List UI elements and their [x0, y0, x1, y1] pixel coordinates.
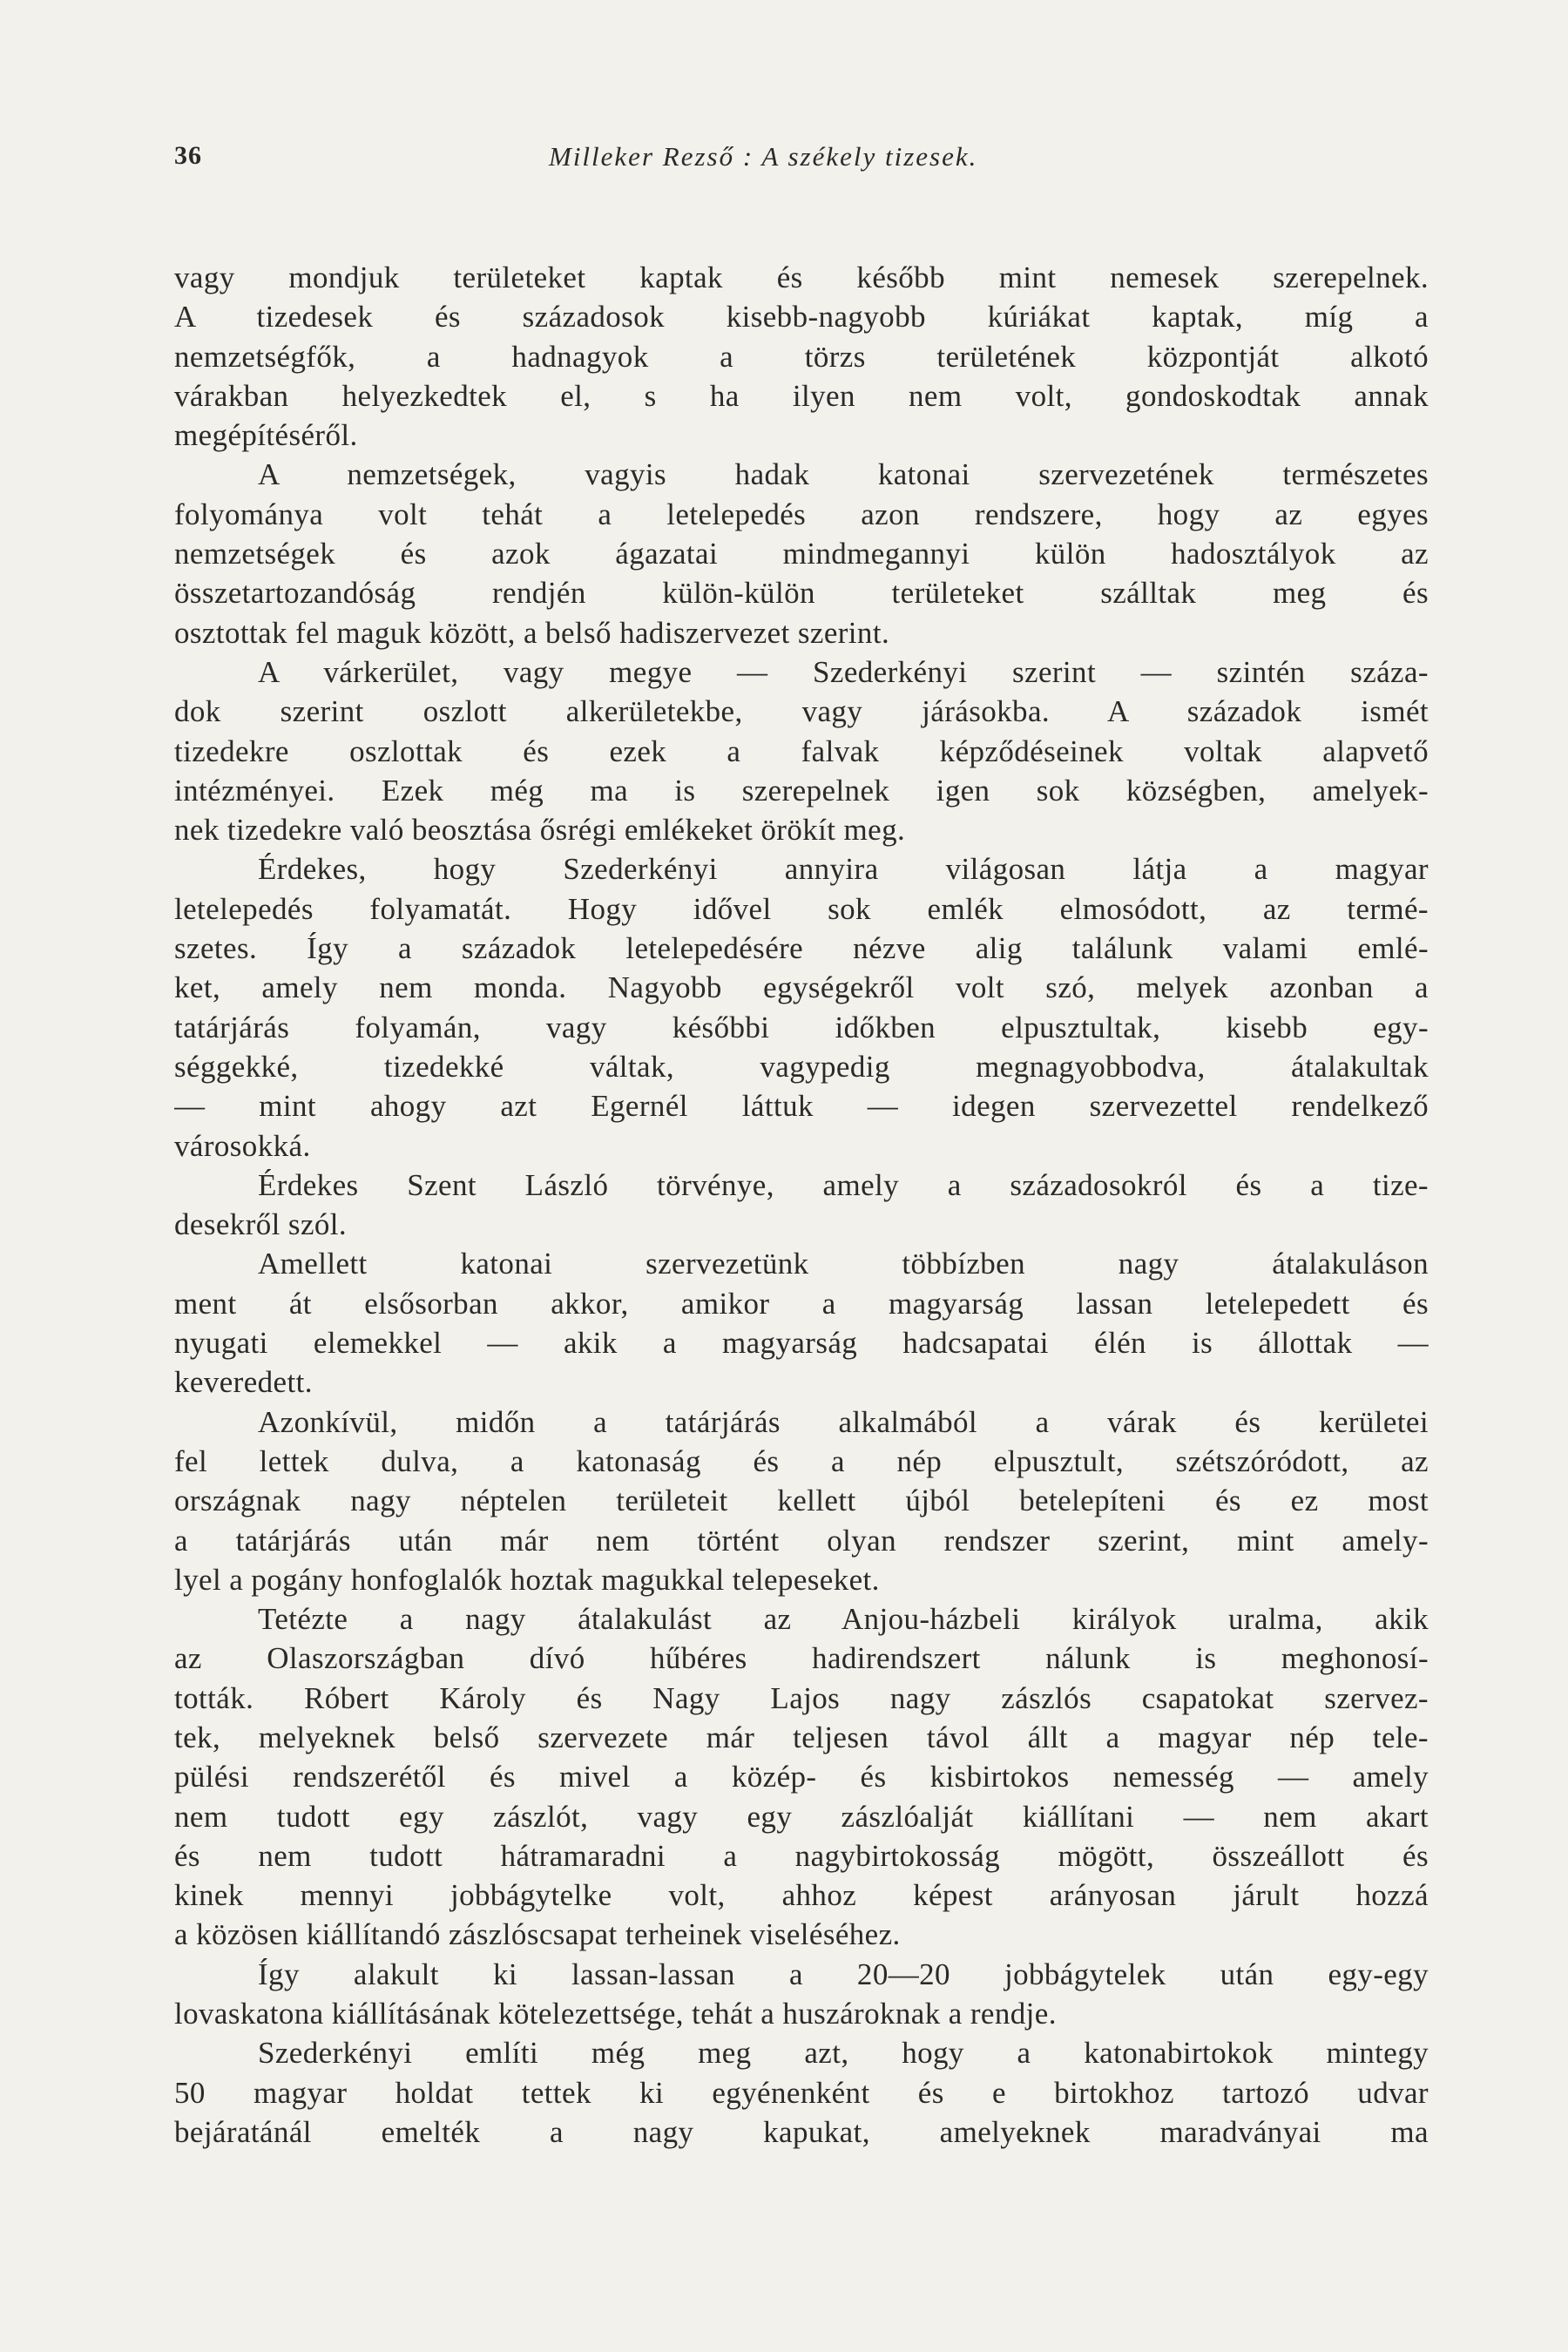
- text-line: tek, melyeknek belső szervezete már teljesen távol állt a magyar nép tele-: [174, 1720, 1429, 1754]
- text-line: lyel a pogány honfoglalók hoztak magukkal telepeseket.: [174, 1562, 880, 1597]
- text-line: desekről szól.: [174, 1207, 348, 1242]
- text-line: tatárjárás folyamán, vagy későbbi időkben elpusztultak, kisebb egy-: [174, 1010, 1429, 1044]
- text-line: szetes. Így a századok letelepedésére nézve alig találunk valami emlé-: [174, 931, 1429, 966]
- text-line: nyugati elemekkel — akik a magyarság hadcsapatai élén is állottak —: [174, 1326, 1429, 1361]
- text-line: lovaskatona kiállításának kötelezettsége, tehát a huszároknak a rendje.: [174, 1997, 1057, 2031]
- text-line: 50 magyar holdat tettek ki egyénenként és e birtokhoz tartozó udvar: [174, 2075, 1429, 2110]
- running-title: Milleker Rezső : A székely tizesek.: [549, 141, 978, 172]
- text-line: összetartozandóság rendjén külön-külön területeket szálltak meg és: [174, 576, 1429, 611]
- text-line: Tetézte a nagy átalakulást az Anjou-házbeli királyok uralma, akik: [258, 1602, 1429, 1637]
- running-head: [174, 141, 1429, 176]
- text-line: osztottak fel maguk között, a belső hadiszervezet szerint.: [174, 615, 890, 650]
- text-line: Érdekes Szent László törvénye, amely a századosokról és a tize-: [258, 1167, 1429, 1202]
- text-line: A várkerület, vagy megye — Szederkényi szerint — szintén száza-: [258, 654, 1429, 689]
- text-line: séggekké, tizedekké váltak, vagypedig megnagyobbodva, átalakultak: [174, 1049, 1429, 1084]
- text-line: az Olaszországban dívó hűbéres hadirendszert nálunk is meghonosí-: [174, 1641, 1429, 1676]
- text-line: és nem tudott hátramaradni a nagybirtokosság mögött, összeállott és: [174, 1838, 1429, 1873]
- text-line: intézményei. Ezek még ma is szerepelnek igen sok községben, amelyek-: [174, 773, 1429, 808]
- text-line: városokká.: [174, 1128, 311, 1163]
- text-line: vagy mondjuk területeket kaptak és később mint nemesek szerepelnek.: [174, 260, 1429, 294]
- text-line: a tatárjárás után már nem történt olyan rendszer szerint, mint amely-: [174, 1523, 1429, 1558]
- text-line: a közösen kiállítandó zászlóscsapat terheinek viseléséhez.: [174, 1917, 901, 1952]
- text-line: Azonkívül, midőn a tatárjárás alkalmából a várak és kerületei: [258, 1404, 1429, 1439]
- text-line: nemzetségek és azok ágazatai mindmegannyi külön hadosztályok az: [174, 537, 1429, 571]
- text-line: letelepedés folyamatát. Hogy idővel sok emlék elmosódott, az termé-: [174, 891, 1429, 926]
- text-line: tották. Róbert Károly és Nagy Lajos nagy zászlós csapatokat szervez-: [174, 1680, 1429, 1715]
- text-line: bejáratánál emelték a nagy kapukat, amelyeknek maradványai ma: [174, 2114, 1429, 2149]
- text-line: nek tizedekre való beosztása ősrégi emlékeket örökít meg.: [174, 813, 906, 848]
- text-line: nemzetségfők, a hadnagyok a törzs területének központját alkotó: [174, 339, 1429, 374]
- text-line: Szederkényi említi még meg azt, hogy a katonabirtokok mintegy: [258, 2036, 1429, 2071]
- text-line: Érdekes, hogy Szederkényi annyira világosan látja a magyar: [258, 852, 1429, 887]
- text-line: kinek mennyi jobbágytelke volt, ahhoz képest arányosan járult hozzá: [174, 1878, 1429, 1913]
- text-line: pülési rendszerétől és mivel a közép- és kisbirtokos nemesség — amely: [174, 1760, 1429, 1794]
- text-line: Amellett katonai szervezetünk többízben nagy átalakuláson: [258, 1247, 1429, 1281]
- text-line: fel lettek dulva, a katonaság és a nép elpusztult, szétszóródott, az: [174, 1443, 1429, 1478]
- text-line: A tizedesek és századosok kisebb-nagyobb kúriákat kaptak, míg a: [174, 300, 1429, 335]
- text-line: keveredett.: [174, 1365, 313, 1400]
- text-line: várakban helyezkedtek el, s ha ilyen nem volt, gondoskodtak annak: [174, 378, 1429, 413]
- text-line: országnak nagy néptelen területeit kellett újból betelepíteni és ez most: [174, 1484, 1429, 1518]
- page-number: 36: [174, 141, 202, 170]
- text-line: A nemzetségek, vagyis hadak katonai szervezetének természetes: [258, 457, 1429, 492]
- text-line: Így alakult ki lassan-lassan a 20—20 jobbágytelek után egy-egy: [258, 1957, 1429, 1991]
- text-line: nem tudott egy zászlót, vagy egy zászlóalját kiállítani — nem akart: [174, 1799, 1429, 1834]
- text-line: ket, amely nem monda. Nagyobb egységekről volt szó, melyek azonban a: [174, 970, 1429, 1005]
- text-line: ment át elsősorban akkor, amikor a magyarság lassan letelepedett és: [174, 1286, 1429, 1321]
- text-line: dok szerint oszlott alkerületekbe, vagy járásokba. A századok ismét: [174, 694, 1429, 729]
- body-text: [174, 258, 1429, 2152]
- text-line: folyománya volt tehát a letelepedés azon rendszere, hogy az egyes: [174, 497, 1429, 531]
- text-line: megépítéséről.: [174, 418, 358, 453]
- text-line: — mint ahogy azt Egernél láttuk — idegen szervezettel rendelkező: [174, 1089, 1429, 1124]
- text-line: tizedekre oszlottak és ezek a falvak képződéseinek voltak alapvető: [174, 733, 1429, 768]
